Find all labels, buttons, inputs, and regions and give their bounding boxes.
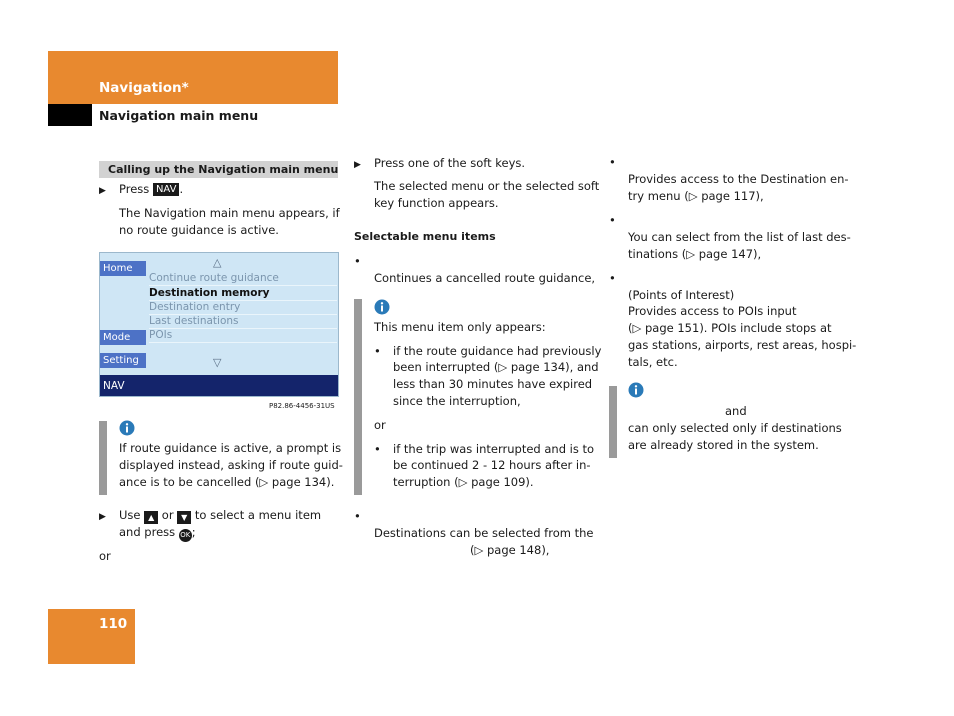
step-press-nav	[119, 181, 183, 198]
item-description: gas stations, airports, rest areas, hospi-	[628, 338, 857, 352]
section-title: Navigation*	[99, 80, 189, 96]
bullet: •	[374, 344, 381, 358]
step-arrow: ▶	[99, 512, 106, 522]
step-text: and press	[119, 525, 176, 539]
header-band	[48, 51, 338, 104]
info-text: are already stored in the system.	[628, 438, 819, 452]
step-text: Press one of the soft keys.	[374, 156, 526, 170]
menu-item-last-destinations: Last destinations	[149, 314, 337, 329]
down-key-icon: ▼	[177, 511, 191, 524]
info-icon	[628, 382, 644, 398]
result-text: The selected menu or the selected soft	[374, 179, 600, 193]
step-text: Press	[119, 182, 150, 196]
black-tab	[48, 104, 92, 126]
up-key-icon: ▲	[144, 511, 158, 524]
info-text: If route guidance is active, a prompt is	[119, 441, 342, 455]
bullet: •	[609, 271, 616, 285]
item-description: try menu (▷ page 117),	[628, 189, 764, 203]
step-arrow: ▶	[354, 160, 361, 170]
menu-item-continue: Continue route guidance	[149, 271, 337, 286]
bullet: •	[354, 254, 361, 268]
step-arrow: ▶	[99, 186, 106, 196]
ok-button-icon: OK	[179, 529, 192, 542]
softkey-mode: Mode	[100, 330, 146, 345]
info-text: if the route guidance had previously	[393, 344, 602, 358]
bullet: •	[609, 155, 616, 169]
menu-item-destination-entry: Destination entry	[149, 300, 337, 315]
menu-items-heading: Selectable menu items	[354, 230, 496, 243]
up-arrow-icon: △	[213, 256, 222, 269]
result-text: The Navigation main menu appears, if	[119, 206, 340, 220]
step-and-press	[119, 524, 196, 542]
result-text: key function appears.	[374, 196, 499, 210]
nav-screen-illustration	[99, 252, 339, 397]
info-text: terruption (▷ page 109).	[393, 475, 534, 489]
item-description: Destinations can be selected from the	[374, 526, 594, 540]
item-description: You can select from the list of last des-	[628, 230, 851, 244]
item-description: Provides access to POIs input	[628, 304, 797, 318]
info-text: displayed instead, asking if route guid-	[119, 458, 343, 472]
result-text: no route guidance is active.	[119, 223, 279, 237]
step-text: to select a menu item	[194, 508, 322, 522]
info-text: be continued 2 - 12 hours after in-	[393, 458, 591, 472]
bullet: •	[374, 442, 381, 456]
image-code: P82.86-4456-31US	[269, 402, 335, 410]
step-text: or	[161, 508, 174, 522]
step-text: .	[179, 182, 184, 196]
info-bar	[99, 421, 107, 495]
step-use-keys	[119, 507, 321, 524]
softkey-home: Home	[100, 261, 146, 276]
step-text: Use	[119, 508, 141, 522]
menu-item-pois: POIs	[149, 328, 337, 343]
step-text: ;	[191, 525, 196, 539]
softkey-setting: Setting	[100, 353, 146, 368]
bullet: •	[354, 509, 361, 523]
info-bar	[354, 299, 362, 495]
menu-item-destination-memory: Destination memory	[149, 286, 337, 301]
or-text: or	[99, 549, 111, 563]
page-number: 110	[99, 616, 128, 632]
item-description: (▷ page 148),	[470, 543, 550, 557]
item-description: tals, etc.	[628, 355, 678, 369]
nav-key-icon: NAV	[153, 183, 180, 196]
info-text: or	[374, 418, 386, 432]
info-text: been interrupted (▷ page 134), and	[393, 360, 599, 374]
item-description: tinations (▷ page 147),	[628, 247, 762, 261]
page-subtitle: Navigation main menu	[99, 108, 259, 123]
info-text: less than 30 minutes have expired	[393, 377, 593, 391]
bullet: •	[609, 213, 616, 227]
info-text: and	[725, 404, 747, 418]
item-description: Continues a cancelled route guidance,	[374, 271, 596, 285]
item-description: (▷ page 151). POIs include stops at	[628, 321, 832, 335]
info-text: can only selected only if destinations	[628, 421, 842, 435]
down-arrow-icon: ▽	[213, 356, 222, 369]
item-description: Provides access to the Destination en-	[628, 172, 849, 186]
item-subtitle: (Points of Interest)	[628, 288, 735, 302]
info-text: ance is to be cancelled (▷ page 134).	[119, 475, 335, 489]
info-text: if the trip was interrupted and is to	[393, 442, 595, 456]
info-text: This menu item only appears:	[374, 320, 546, 334]
nav-status-bar: NAV	[100, 375, 339, 397]
info-bar	[609, 386, 617, 458]
info-text: since the interruption,	[393, 394, 521, 408]
section-heading: Calling up the Navigation main menu	[108, 163, 339, 176]
info-icon	[119, 420, 135, 436]
info-icon	[374, 299, 390, 315]
